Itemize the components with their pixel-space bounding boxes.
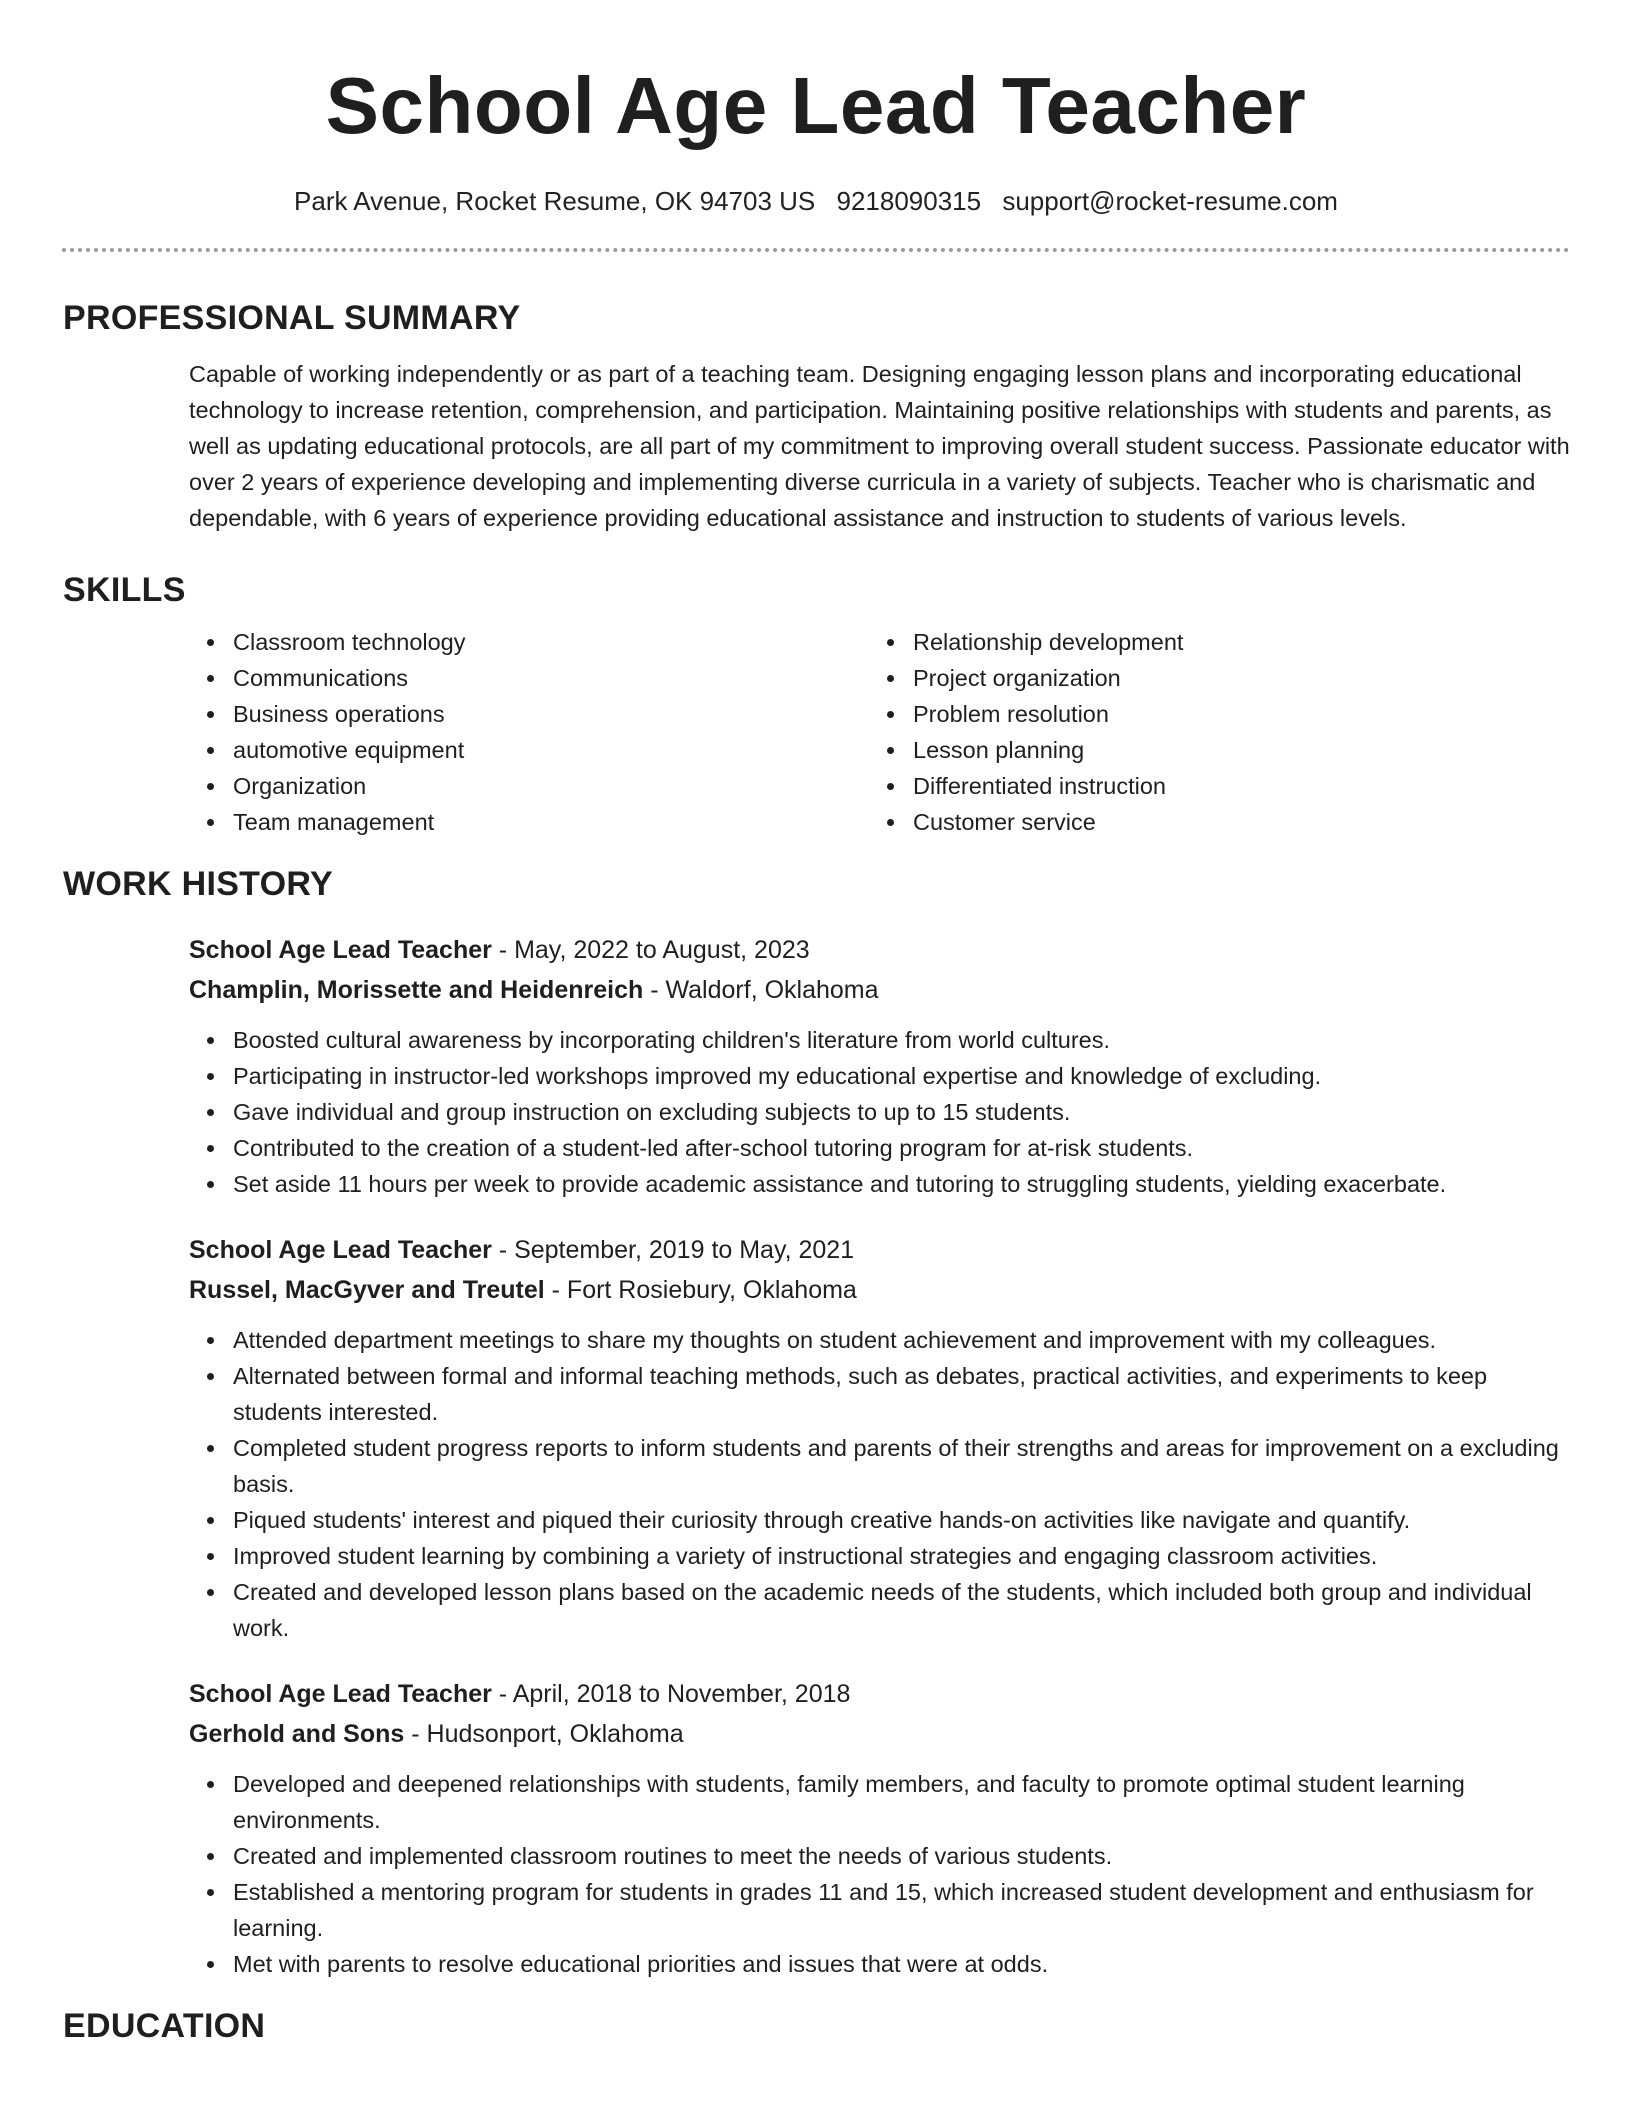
- skill-item: Business operations: [189, 696, 869, 732]
- skill-item: Differentiated instruction: [869, 768, 1549, 804]
- job-dates: - September, 2019 to May, 2021: [491, 1236, 855, 1264]
- contact-email[interactable]: support@rocket-resume.com: [1002, 186, 1338, 216]
- education-heading: EDUCATION: [63, 2007, 266, 2045]
- skills-column-right: [869, 624, 1549, 840]
- skill-item: Project organization: [869, 660, 1549, 696]
- duty-item: Set aside 11 hours per week to provide academic assistance and tutoring to struggling students, yielding exacerbate.: [189, 1166, 1570, 1202]
- skill-item: Customer service: [869, 804, 1549, 840]
- job-dates: - April, 2018 to November, 2018: [491, 1680, 851, 1708]
- duty-item: Boosted cultural awareness by incorporating children's literature from world cultures.: [189, 1022, 1570, 1058]
- skill-item: Problem resolution: [869, 696, 1549, 732]
- contact-phone: 9218090315: [836, 186, 982, 216]
- skill-item: Relationship development: [869, 624, 1549, 660]
- job-role-line: [189, 930, 1570, 970]
- work-history-heading: WORK HISTORY: [63, 865, 333, 903]
- duty-item: Gave individual and group instruction on excluding subjects to up to 15 students.: [189, 1094, 1570, 1130]
- job-role: School Age Lead Teacher: [189, 1236, 492, 1264]
- job-role: School Age Lead Teacher: [189, 1680, 492, 1708]
- job-company: Gerhold and Sons: [189, 1720, 405, 1748]
- header-divider: [62, 248, 1570, 252]
- skill-item: Team management: [189, 804, 869, 840]
- job-role-line: [189, 1674, 1570, 1714]
- skill-item: automotive equipment: [189, 732, 869, 768]
- skills-column-left: [189, 624, 869, 840]
- job-role: School Age Lead Teacher: [189, 936, 492, 964]
- skill-item: Lesson planning: [869, 732, 1549, 768]
- job-company-line: [189, 970, 1570, 1010]
- summary-heading: PROFESSIONAL SUMMARY: [63, 299, 521, 337]
- duty-item: Completed student progress reports to inform students and parents of their strengths and areas for improvement on a excluding basis.: [189, 1430, 1570, 1502]
- duty-item: Piqued students' interest and piqued their curiosity through creative hands-on activities like navigate and quantify.: [189, 1502, 1570, 1538]
- job-dates: - May, 2022 to August, 2023: [491, 936, 810, 964]
- duty-item: Participating in instructor-led workshops improved my educational expertise and knowledge of excluding.: [189, 1058, 1570, 1094]
- duty-item: Met with parents to resolve educational priorities and issues that were at odds.: [189, 1946, 1570, 1982]
- duty-item: Improved student learning by combining a variety of instructional strategies and engaging classroom activities.: [189, 1538, 1570, 1574]
- summary-text: Capable of working independently or as part of a teaching team. Designing engaging lesson plans and incorporating educational technology to increase retention, comprehension, and participation. Maintaining positive relationships with students and parents, as well as updating educational protocols, are all part of my commitment to improving overall student success. Passionate educator with over 2 years of experience developing and implementing diverse curricula in a variety of subjects. Teacher who is charismatic and dependable, with 6 years of experience providing educational assistance and instruction to students of various levels.: [189, 361, 1570, 531]
- duty-item: Developed and deepened relationships with students, family members, and faculty to promote optimal student learning environments.: [189, 1766, 1570, 1838]
- duty-item: Created and implemented classroom routines to meet the needs of various students.: [189, 1838, 1570, 1874]
- job-role-line: [189, 1230, 1570, 1270]
- duty-item: Established a mentoring program for students in grades 11 and 15, which increased student development and enthusiasm for learning.: [189, 1874, 1570, 1946]
- contact-address: Park Avenue, Rocket Resume, OK 94703 US: [294, 186, 816, 216]
- job-entry: [189, 930, 1570, 1202]
- job-location: - Hudsonport, Oklahoma: [404, 1720, 684, 1748]
- resume-name: School Age Lead Teacher: [325, 61, 1307, 150]
- job-duties: [189, 1322, 1570, 1646]
- skill-item: Classroom technology: [189, 624, 869, 660]
- duty-item: Attended department meetings to share my thoughts on student achievement and improvement with my colleagues.: [189, 1322, 1570, 1358]
- duty-item: Alternated between formal and informal teaching methods, such as debates, practical activities, and experiments to keep students interested.: [189, 1358, 1570, 1430]
- skills-heading: SKILLS: [63, 571, 186, 609]
- skill-item: Communications: [189, 660, 869, 696]
- job-entry: [189, 1674, 1570, 1982]
- job-company: Russel, MacGyver and Treutel: [189, 1276, 545, 1304]
- job-duties: [189, 1022, 1570, 1202]
- skill-item: Organization: [189, 768, 869, 804]
- duty-item: Contributed to the creation of a student-led after-school tutoring program for at-risk students.: [189, 1130, 1570, 1166]
- job-entry: [189, 1230, 1570, 1646]
- job-duties: [189, 1766, 1570, 1982]
- skills-list: [189, 624, 1570, 840]
- job-location: - Fort Rosiebury, Oklahoma: [544, 1276, 857, 1304]
- job-company: Champlin, Morissette and Heidenreich: [189, 976, 644, 1004]
- job-company-line: [189, 1270, 1570, 1310]
- duty-item: Created and developed lesson plans based on the academic needs of the students, which included both group and individual work.: [189, 1574, 1570, 1646]
- contact-line: [0, 184, 1632, 218]
- job-company-line: [189, 1714, 1570, 1754]
- job-location: - Waldorf, Oklahoma: [643, 976, 879, 1004]
